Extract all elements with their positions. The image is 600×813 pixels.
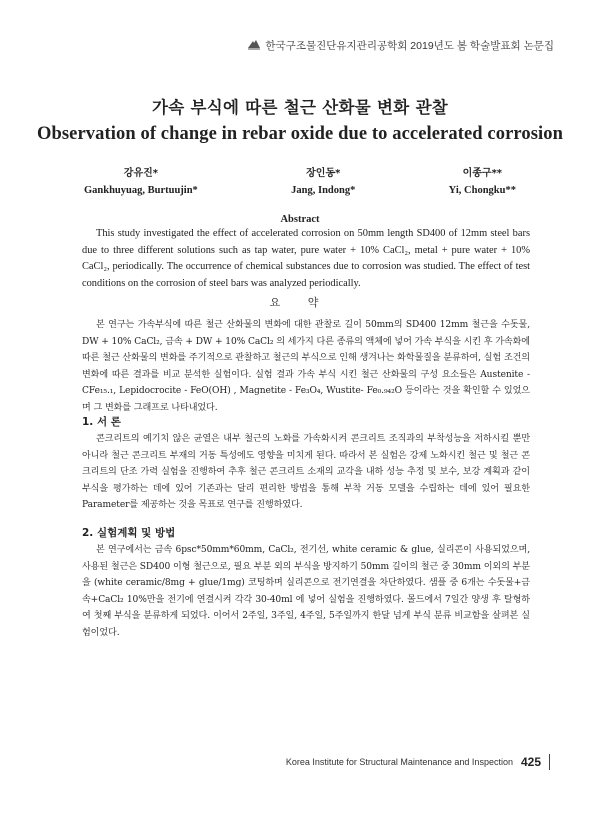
title-english: Observation of change in rebar oxide due to accelerated corrosion — [37, 124, 563, 144]
footer-organization: Korea Institute for Structural Maintenance and Inspection — [285, 757, 513, 767]
running-header — [247, 38, 554, 53]
author — [449, 165, 516, 199]
footer-divider — [549, 754, 550, 770]
section-text-methods: 본 연구에서는 금속 6psc*50mm*60mm, CaCl₂, 전기선, white ceramic & glue, 실리콘이 사용되었으며, 사용된 철근은 SD400 이형 철근으로, 필요 부분 외의 부식을 방지하기 50mm 길이의 철근 중 30mm 이외의 부분을 (white ceramic/8mg + glue/1mg) 코팅하며 실리콘으로 전기연결을 차단하였다. 샘플 중 6개는 수돗물+금속+CaCl₂ 10%만을 전기에 연결시켜 각각 30-40ml 에 넣어 실험을 진행하였다. 몰드에서 7일간 양생 후 탈형하여 첫째 부식을 분류하게 되었다. 이어서 2주일, 3주일, 4주일, 5주일까지 한달 넘게 부식 분류 비교함을 살펴본 실험이었다. — [82, 545, 530, 638]
book-icon — [247, 38, 261, 53]
author-name-english: Gankhuyuag, Burtuujin* — [84, 185, 198, 196]
author — [84, 165, 198, 199]
author — [291, 165, 355, 199]
abstract-heading: Abstract — [280, 214, 320, 225]
author-name-korean: 강유진* — [123, 168, 159, 179]
author-name-korean: 장인동* — [306, 168, 341, 179]
page-footer — [286, 754, 550, 770]
korean-summary-text: 본 연구는 가속부식에 따른 철근 산화물의 변화에 대한 관찰로 길이 50mm의 SD400 12mm 철근을 수돗물, DW + 10% CaCl₂, 금속 + DW + 10% CaCl₂ 의 세가지 다른 종류의 액체에 넣어 가속 부식을 시킨 후 가속화에 따른 철근 산화물의 변화를 주기적으로 관찰하고 철근의 부식으로 인해 생겨나는 화학물질을 분류하여, 실험 조건의 변화에 따른 결과를 비교 분석한 실험이다. 실험 결과 가속 부식 시킨 철근 산화물의 구성 요소들은 Austenite - CFe₁₅.₁, Lepidocrocite - FeO(OH) , Magnetite - Fe₃O₄, Wustite- Fe₀.₉₄₂O 등이라는 것을 확인할 수 있었으며 그 변화를 그래프로 나타내었다. — [82, 320, 530, 413]
abstract-text: This study investigated the effect of accelerated corrosion on 50mm length SD400 of 12mm steel bars due to three different solutions such as tap water, pure water + 10% CaCl₂, metal + pure water + 10% CaCl₂, periodically. The occurrence of chemical substances due to corrosion was studied. The effect of test conditions on the corrosion of steel bars was analyzed periodically. — [82, 228, 530, 289]
title-korean: 가속 부식에 따른 철근 산화물 변화 관찰 — [151, 98, 449, 117]
section-heading-methods: 2. 실험계획 및 방법 — [82, 527, 176, 539]
page-number: 425 — [520, 755, 541, 769]
section-heading-introduction: 1. 서 론 — [82, 416, 121, 428]
header-text: 한국구조물진단유지관리공학회 2019년도 봄 학술발표회 논문집 — [265, 40, 554, 52]
author-list — [84, 165, 516, 199]
author-name-english: Jang, Indong* — [291, 185, 356, 196]
author-name-korean: 이종구** — [462, 168, 503, 179]
author-name-english: Yi, Chongku** — [448, 185, 516, 196]
korean-summary-heading: 요 약 — [269, 296, 331, 309]
section-text-introduction: 콘크리트의 예기치 않은 균열은 내부 철근의 노화를 가속화시켜 콘크리트 조직과의 부착성능을 저하시킬 뿐만 아니라 철근 콘크리트 부재의 거동 특성에도 영향을 미치게 된다. 따라서 본 실험은 강제 노화시킨 철근 및 철근 콘크리트의 단조 가력 실험을 진행하여 추후 철근 콘크리트 소재의 교각을 내하 성능 추정 및 보수, 보강 계획과 같이 부식을 평가하는 데에 있어 기존과는 달리 편리한 방법을 통해 부착 거동 모델을 수립하는 데에 있어 필요한 Parameter를 제공하는 것을 목표로 연구를 진행하였다. — [82, 434, 530, 511]
